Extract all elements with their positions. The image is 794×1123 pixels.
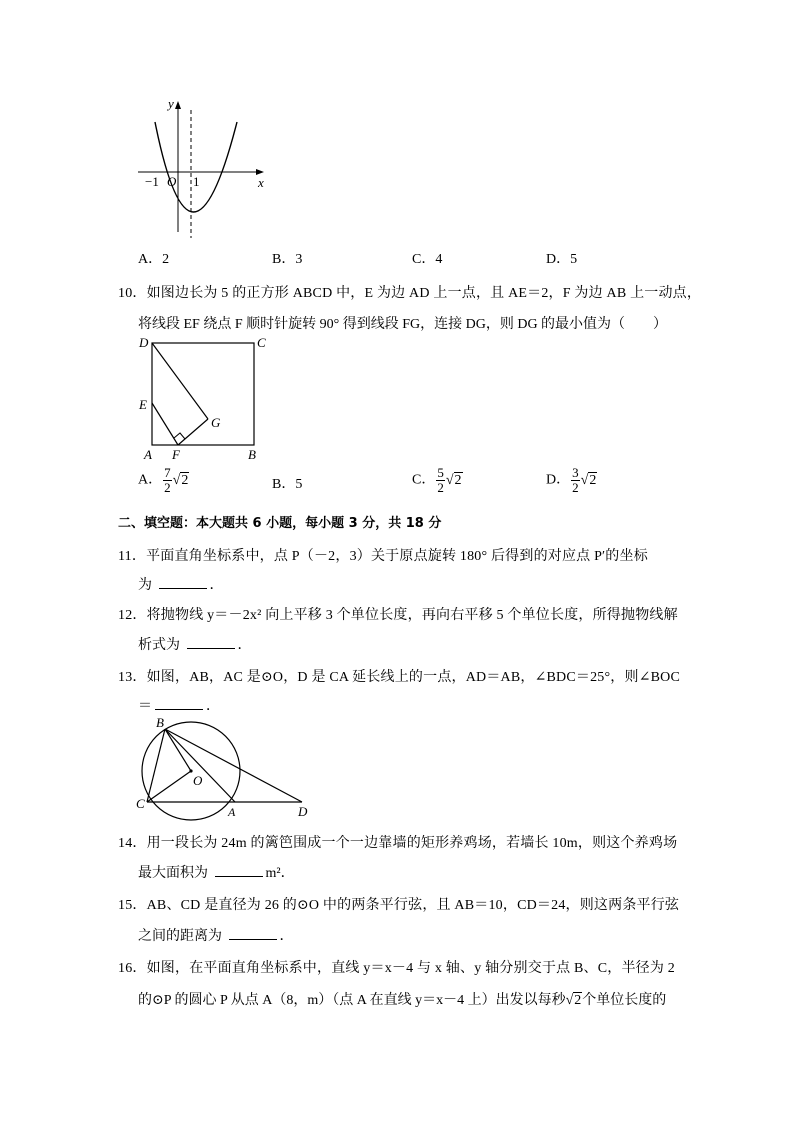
q10-option-a-fraction (163, 466, 172, 495)
q9-option-b: B．3 (272, 252, 303, 267)
q10-option-c-numerator: 5 (437, 465, 444, 480)
q14-text-line2 (138, 862, 295, 882)
q13-label-C: C (136, 796, 145, 811)
q10-option-a-denominator: 2 (164, 480, 171, 495)
q12-line2-pre: 析式为 (138, 638, 180, 653)
q15-answer-blank (229, 927, 277, 940)
q9-one-label: 1 (193, 174, 200, 189)
q10-option-b: B．5 (272, 477, 303, 492)
q10-label-B: B (248, 447, 256, 462)
q10-option-a-radicand: 2 (181, 472, 189, 488)
q16-line2-pre: 的⊙P 的圆心 P 从点 A（8，m）（点 A 在直线 y＝x－4 上）出发以每秒 (138, 993, 566, 1008)
q10-label-G: G (211, 415, 221, 430)
q14-answer-blank (215, 864, 263, 877)
q13-circle-figure (132, 715, 322, 821)
q13-line2-post: ． (206, 699, 220, 714)
q9-neg-one-label: −1 (145, 174, 159, 189)
q10-option-a-prefix: A． (138, 472, 163, 488)
q15-text-line2 (138, 925, 294, 945)
q10-label-E: E (139, 397, 147, 412)
q16-sqrt: √2 (565, 992, 582, 1008)
q10-option-d-fraction (571, 466, 580, 495)
q9-option-a: A．2 (138, 252, 170, 267)
q10-option-a (138, 466, 189, 495)
q13-answer-blank (155, 697, 203, 710)
q16-text-line2 (138, 989, 666, 1009)
q10-option-d-denominator: 2 (572, 480, 579, 495)
q10-option-c-prefix: C． (412, 472, 436, 488)
q10-label-A: A (144, 447, 152, 462)
q9-x-label: x (258, 175, 264, 190)
q16-radicand: 2 (574, 992, 582, 1008)
q9-parabola-graph (130, 92, 280, 242)
q10-option-c-radicand: 2 (454, 472, 462, 488)
q13-label-D: D (298, 804, 308, 819)
q9-y-label: y (168, 96, 174, 111)
q16-line2-post: 个单位长度的 (582, 993, 667, 1008)
q10-label-C: C (257, 335, 266, 350)
q14-text-line1: 14．用一段长为 24m 的篱笆围成一个一边靠墙的矩形养鸡场，若墙长 10m，则这个养鸡场 (118, 836, 678, 851)
q10-option-c (412, 466, 463, 495)
q12-text-line1: 12．将抛物线 y＝－2x² 向上平移 3 个单位长度，再向右平移 5 个单位长度，所得抛物线解 (118, 608, 678, 623)
q10-text-line1: 10．如图边长为 5 的正方形 ABCD 中，E 为边 AD 上一点，且 AE＝2，F 为边 AB 上一动点， (118, 286, 702, 301)
q10-text-line2: 将线段 EF 绕点 F 顺时针旋转 90° 得到线段 FG，连接 DG，则 DG 的最小值为（ ） (138, 317, 668, 332)
q10-option-a-numerator: 7 (164, 465, 171, 480)
q9-option-d: D．5 (546, 252, 578, 267)
q10-option-c-denominator: 2 (437, 480, 444, 495)
q11-line2-post: ． (209, 578, 224, 593)
q13-label-A: A (228, 805, 236, 819)
q12-text-line2 (138, 634, 252, 654)
q15-text-line1: 15．AB、CD 是直径为 26 的⊙O 中的两条平行弦，且 AB＝10，CD＝24，则这两条平行弦 (118, 898, 680, 913)
section2-heading: 二、填空题：本大题共 6 小题，每小题 3 分，共 18 分 (118, 516, 442, 531)
q10-option-c-sqrt: √2 (445, 472, 462, 488)
q12-line2-post: ． (237, 638, 252, 653)
q10-option-c-fraction (436, 466, 445, 495)
q15-line2-post: ． (279, 929, 294, 944)
q15-line2-pre: 之间的距离为 (138, 929, 222, 944)
q11-text-line1: 11．平面直角坐标系中，点 P（－2，3）关于原点旋转 180° 后得到的对应点 P′的坐标 (118, 549, 648, 564)
q10-option-d-prefix: D． (546, 472, 571, 488)
q11-answer-blank (159, 576, 207, 589)
q10-label-F: F (172, 447, 180, 462)
q10-option-d-sqrt: √2 (580, 472, 597, 488)
q10-option-a-sqrt: √2 (172, 472, 189, 488)
q12-answer-blank (187, 636, 235, 649)
q10-option-d-radicand: 2 (589, 472, 597, 488)
q10-option-d-numerator: 3 (572, 465, 579, 480)
q9-origin-label: O (167, 174, 177, 189)
q14-line2-post: m²． (265, 866, 295, 881)
q11-line2-pre: 为 (138, 578, 152, 593)
q9-option-c: C．4 (412, 252, 443, 267)
q10-square-figure (136, 335, 276, 463)
q16-text-line1: 16．如图，在平面直角坐标系中，直线 y＝x－4 与 x 轴、y 轴分别交于点 B、C，半径为 2 (118, 961, 675, 976)
q13-line2-pre: ＝ (138, 699, 152, 714)
q13-label-O: O (193, 773, 203, 788)
q14-line2-pre: 最大面积为 (138, 866, 208, 881)
q13-label-B: B (156, 715, 164, 730)
q10-option-d (546, 466, 597, 495)
q13-text-line2 (138, 695, 220, 715)
q11-text-line2 (138, 574, 224, 594)
q13-text-line1: 13．如图，AB，AC 是⊙O，D 是 CA 延长线上的一点，AD＝AB，∠BDC＝25°，则∠BOC (118, 670, 681, 685)
q10-label-D: D (139, 335, 149, 350)
